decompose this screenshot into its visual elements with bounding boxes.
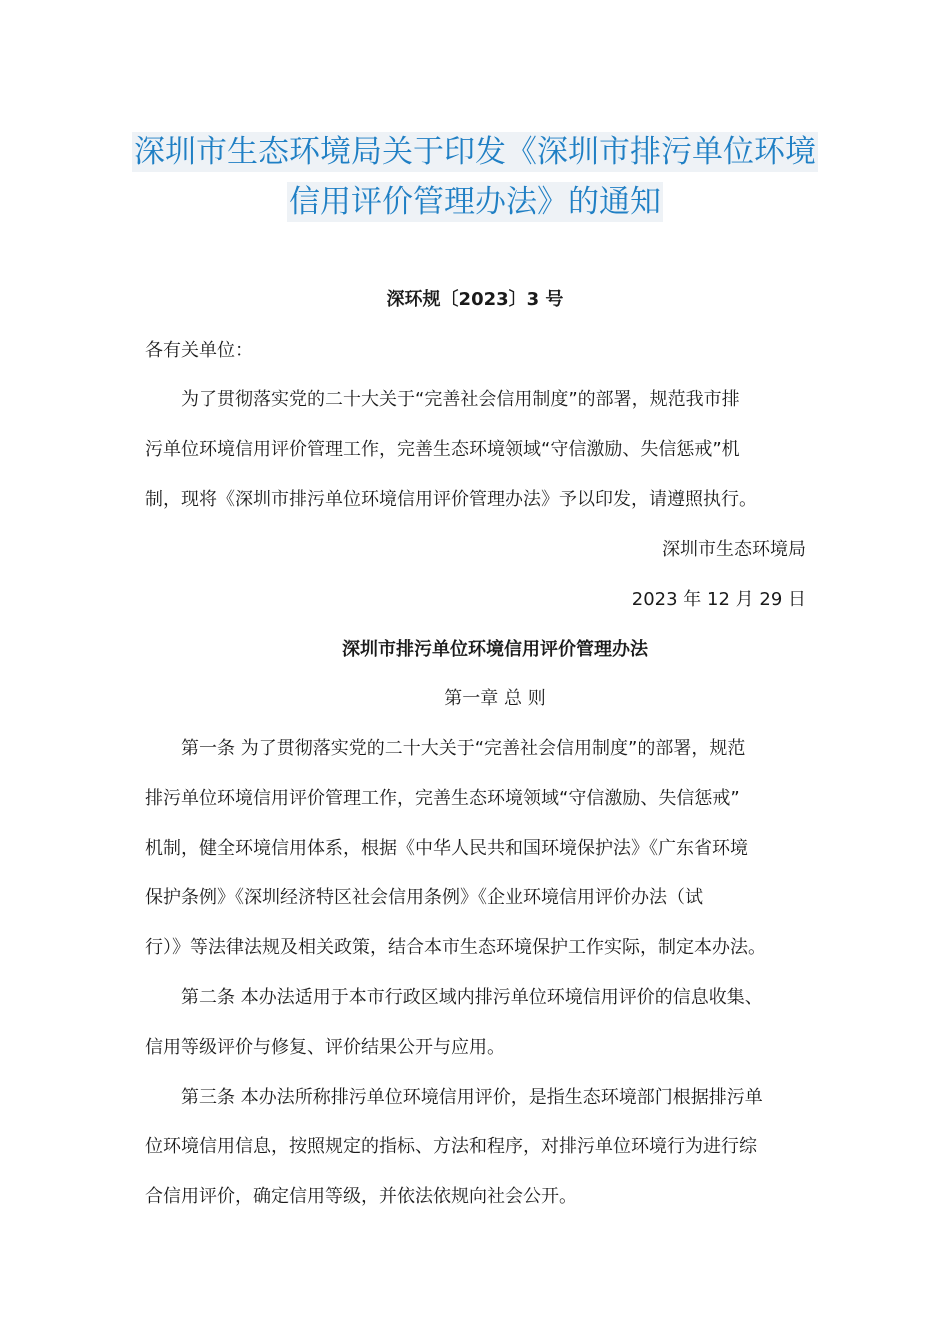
chapter-heading: 第一章 总 则 xyxy=(444,688,546,709)
document-title-line-1 xyxy=(0,130,950,174)
article-1-line: 机制，健全环境信用体系，根据《中华人民共和国环境保护法》《广东省环境 xyxy=(145,838,748,859)
document-number: 深环规〔2023〕3 号 xyxy=(386,289,564,310)
article-1-line: 保护条例》《深圳经济特区社会信用条例》《企业环境信用评价办法（试 xyxy=(145,887,703,908)
article-2-line: 第二条 本办法适用于本市行政区域内排污单位环境信用评价的信息收集、 xyxy=(181,987,763,1008)
article-3-line: 位环境信用信息，按照规定的指标、方法和程序，对排污单位环境行为进行综 xyxy=(145,1136,757,1157)
signature: 深圳市生态环境局 xyxy=(662,539,806,560)
document-title-line-2 xyxy=(0,180,950,224)
article-2-line: 信用等级评价与修复、评价结果公开与应用。 xyxy=(145,1037,505,1058)
intro-line: 污单位环境信用评价管理工作，完善生态环境领域“守信激励、失信惩戒”机 xyxy=(145,439,740,460)
article-3-line: 第三条 本办法所称排污单位环境信用评价，是指生态环境部门根据排污单 xyxy=(181,1087,763,1108)
intro-line: 为了贯彻落实党的二十大关于“完善社会信用制度”的部署，规范我市排 xyxy=(181,389,740,410)
salutation: 各有关单位： xyxy=(145,340,253,361)
article-1-line: 行）》等法律法规及相关政策，结合本市生态环境保护工作实际，制定本办法。 xyxy=(145,937,766,958)
article-1-line: 第一条 为了贯彻落实党的二十大关于“完善社会信用制度”的部署，规范 xyxy=(181,738,746,759)
article-3-line: 合信用评价，确定信用等级，并依法依规向社会公开。 xyxy=(145,1186,577,1207)
intro-line: 制，现将《深圳市排污单位环境信用评价管理办法》予以印发，请遵照执行。 xyxy=(145,489,757,510)
article-1-line: 排污单位环境信用评价管理工作，完善生态环境领域“守信激励、失信惩戒” xyxy=(145,788,740,809)
issue-date: 2023 年 12 月 29 日 xyxy=(631,589,806,610)
measures-title: 深圳市排污单位环境信用评价管理办法 xyxy=(342,639,648,660)
document-title-text-2: 信用评价管理办法》的通知 xyxy=(289,184,661,220)
document-title-text-1: 深圳市生态环境局关于印发《深圳市排污单位环境 xyxy=(134,134,816,170)
